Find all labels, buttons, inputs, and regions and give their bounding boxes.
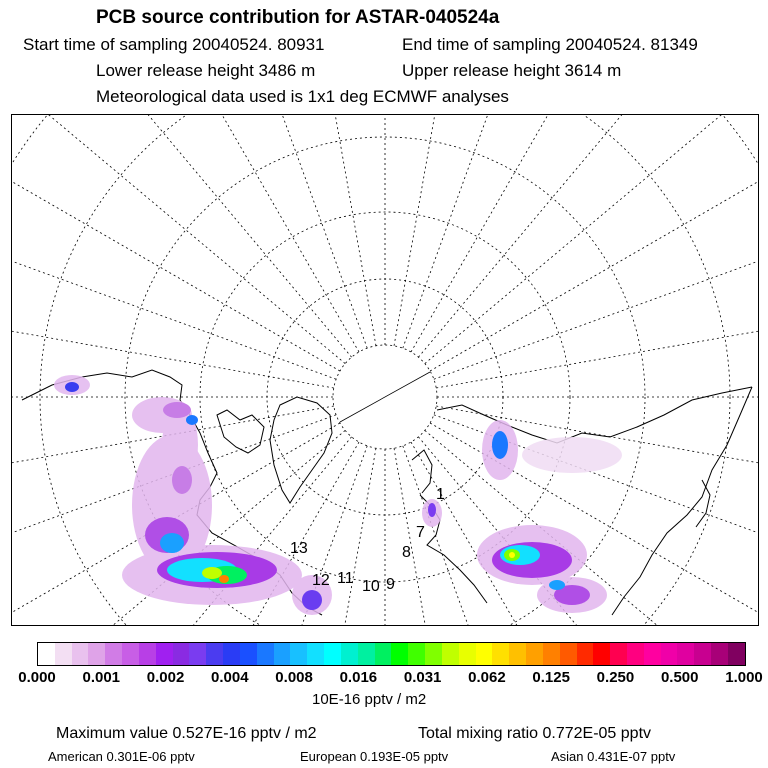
color-scale-segment <box>492 643 509 665</box>
meridian-line <box>434 158 758 380</box>
color-scale-tick: 0.000 <box>18 669 56 686</box>
trajectory-label: 12 <box>312 572 330 589</box>
color-scale-segment <box>728 643 745 665</box>
color-scale-segment <box>257 643 274 665</box>
color-scale-tick: 0.125 <box>532 669 570 686</box>
maximum-value: Maximum value 0.527E-16 pptv / m2 <box>56 725 317 742</box>
upper-release-height: Upper release height 3614 m <box>402 61 622 80</box>
color-scale-segment <box>543 643 560 665</box>
color-scale-segment <box>526 643 543 665</box>
color-scale-segment <box>711 643 728 665</box>
color-scale-segment <box>139 643 156 665</box>
color-scale-segment <box>223 643 240 665</box>
color-scale-segment <box>358 643 375 665</box>
trajectory-label: 8 <box>402 544 411 561</box>
color-scale-segment <box>38 643 55 665</box>
meridian-line <box>430 115 758 371</box>
color-scale-segment <box>509 643 526 665</box>
coastline-asia-east <box>612 387 752 615</box>
color-scale-segment <box>459 643 476 665</box>
trajectory-label: 7 <box>416 524 425 541</box>
met-data-note: Meteorological data used is 1x1 deg ECMWF analyses <box>96 87 509 106</box>
start-time: Start time of sampling 20040524. 80931 <box>23 35 325 54</box>
color-scale-segment <box>55 643 72 665</box>
trajectory-label: 9 <box>386 576 395 593</box>
trajectory-label: 10 <box>362 578 380 595</box>
color-scale-segment <box>627 643 644 665</box>
map-title: PCB source contribution for ASTAR-040524a <box>96 7 500 28</box>
color-scale-segment <box>442 643 459 665</box>
end-time: End time of sampling 20040524. 81349 <box>402 35 698 54</box>
color-scale-segment <box>577 643 594 665</box>
trajectory-label: 13 <box>290 540 308 557</box>
coastline-japan <box>696 480 710 527</box>
color-scale-segment <box>240 643 257 665</box>
color-scale-segment <box>173 643 190 665</box>
trajectory-labels <box>290 486 445 595</box>
color-scale-tick: 0.002 <box>146 669 185 686</box>
color-scale-segment <box>610 643 627 665</box>
meridian-line <box>12 158 336 380</box>
color-scale-segment <box>189 643 206 665</box>
trajectory-label: 1 <box>436 486 445 503</box>
color-scale-segment <box>206 643 223 665</box>
color-scale-segment <box>644 643 661 665</box>
graticule <box>12 115 758 625</box>
color-scale-segment <box>425 643 442 665</box>
color-scale-segment <box>476 643 493 665</box>
american-contribution: American 0.301E-06 pptv <box>48 749 195 764</box>
meridian-line <box>12 275 334 388</box>
color-scale-segment <box>290 643 307 665</box>
color-scale-tick: 0.008 <box>275 669 313 686</box>
color-scale-segment <box>105 643 122 665</box>
color-scale-segment <box>307 643 324 665</box>
european-contribution: European 0.193E-05 pptv <box>300 749 449 764</box>
colorbar-units: 10E-16 pptv / m2 <box>312 691 427 708</box>
color-scale-segment <box>274 643 291 665</box>
color-scale-segment <box>694 643 711 665</box>
color-scale-tick: 0.001 <box>82 669 121 686</box>
meridian-line <box>425 115 758 364</box>
color-scale-segment <box>560 643 577 665</box>
latitude-circle <box>12 115 758 625</box>
map-panel <box>11 114 759 626</box>
polar-map <box>12 115 758 625</box>
coastline-arctic-islands <box>217 410 264 453</box>
color-scale-segment <box>661 643 678 665</box>
color-scale-segment <box>324 643 341 665</box>
meridian-line <box>411 115 735 352</box>
meridian-line <box>35 115 359 352</box>
color-scale-segment <box>593 643 610 665</box>
color-scale-tick: 0.250 <box>596 669 635 686</box>
color-scale-tick: 0.062 <box>468 669 506 686</box>
meridian-line <box>146 115 368 348</box>
total-mixing-ratio: Total mixing ratio 0.772E-05 pptv <box>418 725 652 742</box>
meridian-line <box>12 115 352 357</box>
color-scale-segment <box>375 643 392 665</box>
color-scale-tick: 0.031 <box>403 669 442 686</box>
color-scale-segment <box>156 643 173 665</box>
color-scale-tick: 0.500 <box>660 669 699 686</box>
color-scale-tick: 1.000 <box>725 669 763 686</box>
color-scale-segment <box>391 643 408 665</box>
color-scale-tick: 0.016 <box>339 669 378 686</box>
asian-contribution: Asian 0.431E-07 pptv <box>551 749 676 764</box>
latitude-circle <box>12 115 758 625</box>
color-scale-segment <box>677 643 694 665</box>
color-scale-segment <box>341 643 358 665</box>
trajectory-label: 11 <box>337 570 354 587</box>
meridian-line <box>394 115 507 346</box>
meridian-line <box>436 275 758 388</box>
coastline-asia-north <box>437 387 752 443</box>
meridian-line <box>403 115 625 348</box>
color-scale-segment <box>408 643 425 665</box>
color-scale-segment <box>122 643 139 665</box>
color-scale-tick: 0.004 <box>211 669 249 686</box>
coastline-scandinavia <box>412 450 432 493</box>
pole-line <box>340 372 430 422</box>
lower-release-height: Lower release height 3486 m <box>96 61 316 80</box>
color-scale-segment <box>72 643 89 665</box>
meridian-line <box>263 115 376 346</box>
color-scale-segment <box>88 643 105 665</box>
color-scale-bar <box>37 642 746 666</box>
